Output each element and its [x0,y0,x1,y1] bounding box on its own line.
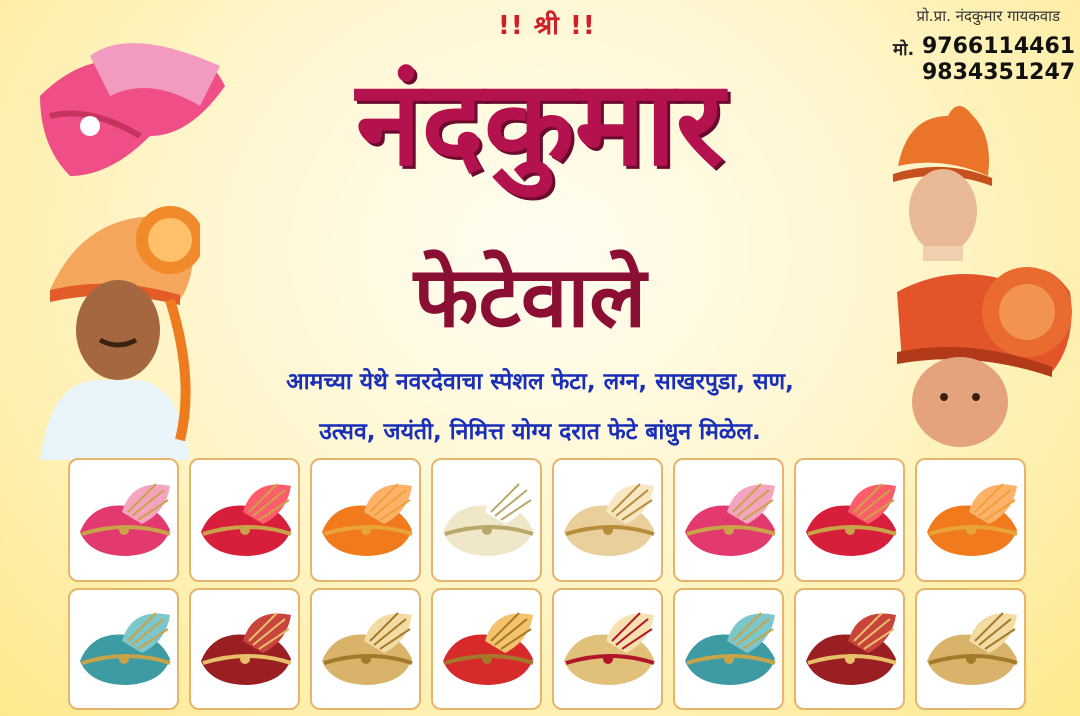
orange-turban-icon [919,472,1023,568]
gold-turban-icon [919,601,1023,697]
turban-tile [673,588,784,710]
turban-tile [310,458,421,582]
turban-tile [431,588,542,710]
orange-turban-icon [314,472,418,568]
teal-turban-icon [72,601,176,697]
pink-turban-icon [72,472,176,568]
gold-turban-icon [556,601,660,697]
turban-tile [915,588,1026,710]
shri-heading: !! श्री !! [498,11,596,41]
turban-tile [552,588,663,710]
gold-turban-icon [314,601,418,697]
maroon-turban-icon [193,601,297,697]
cream-turban-icon [435,472,539,568]
teal-turban-icon [677,601,781,697]
red-gold-turban-icon [435,601,539,697]
turban-tile [68,588,179,710]
turban-tile [189,588,300,710]
turban-tile [68,458,179,582]
maroon-turban-icon [798,601,902,697]
description-line-2: उत्सव, जयंती, निमित्त योग्य दरात फेटे बांधुन मिळेल. [319,419,761,445]
pink-turban-icon [677,472,781,568]
red-turban-icon [193,472,297,568]
turban-tile [915,458,1026,582]
child-portrait-icon [892,252,1077,447]
boy-portrait-icon [888,96,998,261]
turban-tile [431,458,542,582]
man-portrait-icon [30,180,200,460]
turban-tile [673,458,784,582]
turban-tile [794,588,905,710]
turban-tile [189,458,300,582]
turban-tile [310,588,421,710]
red-turban-icon [798,472,902,568]
beige-turban-icon [556,472,660,568]
turban-tile [552,458,663,582]
phone-number-1: 9766114461 [922,34,1076,59]
turban-tile [794,458,905,582]
proprietor-name: प्रो.प्रा. नंदकुमार गायकवाड [916,7,1060,25]
shop-title: नंदकुमार [355,53,725,192]
phone-label: मो. [893,40,915,60]
description-line-1: आमच्या येथे नवरदेवाचा स्पेशल फेटा, लग्न, साखरपुडा, सण, [286,369,794,395]
shop-subtitle: फेटेवाले [413,248,647,346]
phone-number-2: 9834351247 [922,60,1076,85]
turban-gallery [68,458,1024,710]
